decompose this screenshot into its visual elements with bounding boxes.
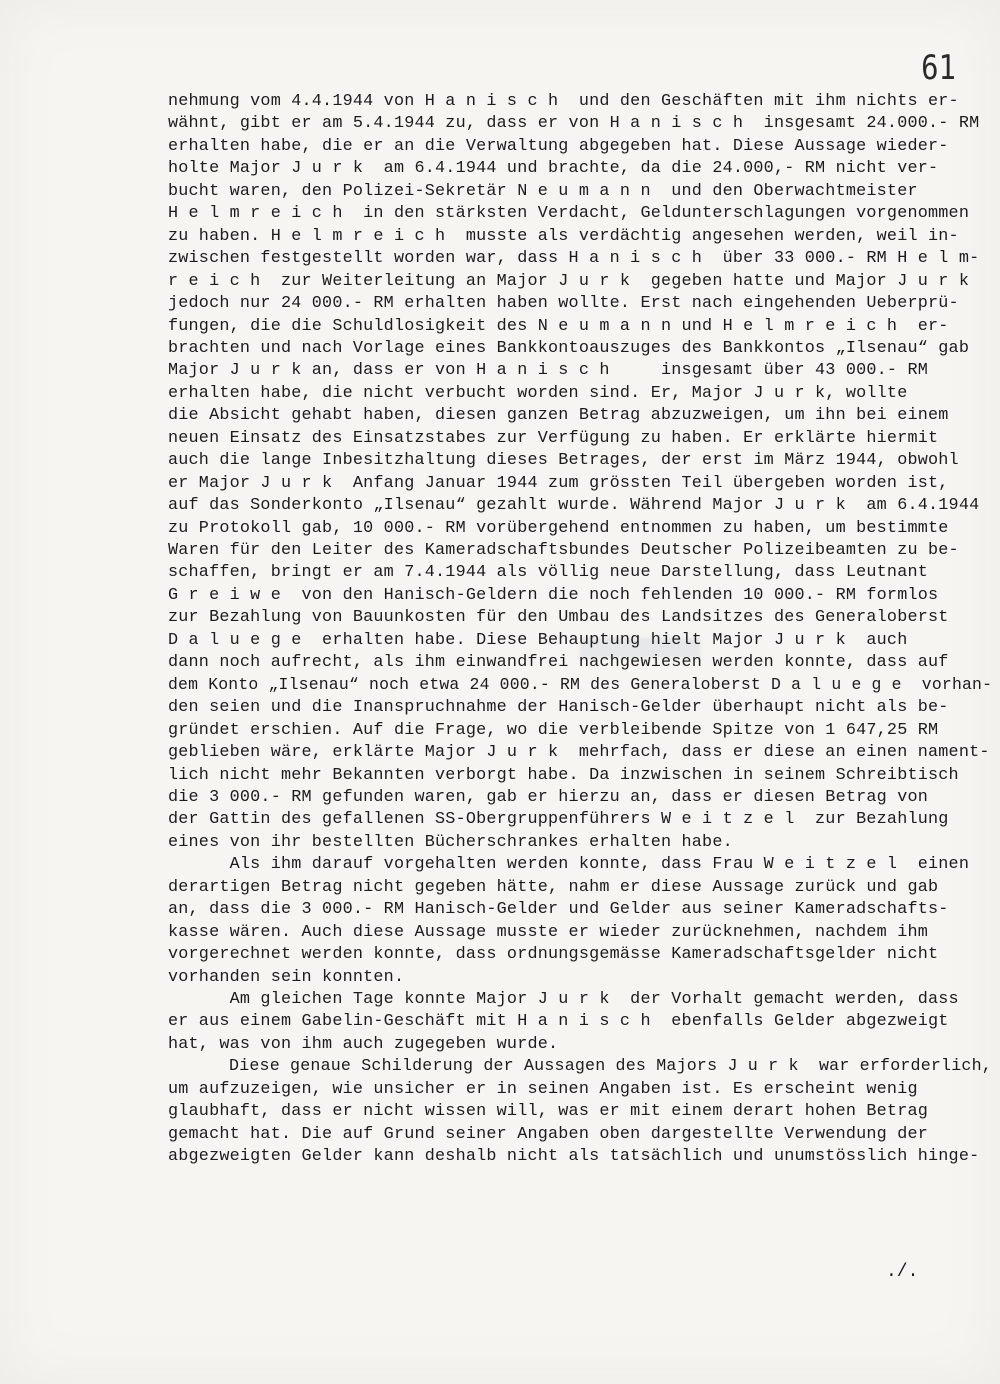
text-line: bucht waren, den Polizei-Sekretär N e u m a n n und den Oberwachtmeister (168, 181, 918, 201)
text-line: glaubhaft, dass er nicht wissen will, was er mit einem derart hohen Betrag (168, 1102, 929, 1122)
text-line: Als ihm darauf vorgehalten werden konnte, dass Frau W e i t z e l einen (168, 855, 970, 875)
text-line: er Major J u r k Anfang Januar 1944 zum grössten Teil übergeben worden ist, (168, 473, 949, 493)
text-line: zwischen festgestellt worden war, dass H a n i s c h über 33 000.- RM H e l m- (168, 249, 980, 269)
text-line: D a l u e g e erhalten habe. Diese Behauptung hielt Major J u r k auch (168, 630, 908, 650)
text-line: Diese genaue Schilderung der Aussagen des Majors J u r k war erforderlich, (168, 1057, 992, 1077)
text-line: kasse wären. Auch diese Aussage musste er wieder zurücknehmen, nachdem ihm (168, 922, 929, 942)
text-line: G r e i w e von den Hanisch-Geldern die noch fehlenden 10 000.- RM formlos (168, 585, 939, 605)
text-line: vorhanden sein konnten. (168, 967, 405, 987)
text-line: hat, was von ihm auch zugegeben wurde. (168, 1034, 559, 1054)
text-line: erhalten habe, die er an die Verwaltung abgegeben hat. Diese Aussage wieder- (168, 136, 949, 156)
text-line: auf das Sonderkonto „Ilsenau“ gezahlt wurde. Während Major J u r k am 6.4.1944 (168, 496, 980, 516)
text-line: an, dass die 3 000.- RM Hanisch-Gelder und Gelder aus seiner Kameradschafts- (168, 900, 949, 920)
text-line: geblieben wäre, erklärte Major J u r k mehrfach, dass er diese an einen nament- (168, 743, 990, 763)
text-line: Am gleichen Tage konnte Major J u r k der Vorhalt gemacht werden, dass (168, 990, 959, 1009)
text-line: zu haben. H e l m r e i c h musste als verdächtig angesehen werden, weil in- (168, 226, 959, 246)
text-line: er aus einem Gabelin-Geschäft mit H a n i s c h ebenfalls Gelder abgezweigt (168, 1012, 949, 1032)
text-line: dem Konto „Ilsenau“ noch etwa 24 000.- RM des Generaloberst D a l u e g e vorhan- (168, 675, 993, 695)
text-line: H e l m r e i c h in den stärksten Verdacht, Geldunterschlagungen vorgenommen (168, 204, 970, 224)
text-line: vorgerechnet werden konnte, dass ordnungsgemässe Kameradschaftsgelder nicht (168, 945, 939, 965)
text-line: schaffen, bringt er am 7.4.1944 als völlig neue Darstellung, dass Leutnant (168, 563, 929, 583)
text-line: die Absicht gehabt haben, diesen ganzen Betrag abzuzweigen, um ihn bei einem (168, 406, 949, 426)
text-line: der Gattin des gefallenen SS-Obergruppenführers W e i t z e l zur Bezahlung (168, 810, 949, 830)
text-line: auch die lange Inbesitzhaltung dieses Betrages, der erst im März 1944, obwohl (168, 451, 959, 471)
text-line: derartigen Betrag nicht gegeben hätte, nahm er diese Aussage zurück und gab (168, 877, 939, 897)
text-line: neuen Einsatz des Einsatzstabes zur Verfügung zu haben. Er erklärte hiermit (168, 428, 939, 448)
text-line: erhalten habe, die nicht verbucht worden sind. Er, Major J u r k, wollte (168, 383, 908, 403)
text-line: gründet erschien. Auf die Frage, wo die verbleibende Spitze von 1 647,25 RM (168, 720, 939, 740)
text-line: den seien und die Inanspruchnahme der Hanisch-Gelder überhaupt nicht als be- (168, 698, 949, 718)
text-line: holte Major J u r k am 6.4.1944 und brachte, da die 24.000,- RM nicht ver- (168, 159, 939, 179)
text-line: abgezweigten Gelder kann deshalb nicht als tatsächlich und unumstösslich hinge- (168, 1147, 980, 1167)
text-line: nehmung vom 4.4.1944 von H a n i s c h und den Geschäften mit ihm nichts er- (168, 92, 959, 111)
text-line: zur Bezahlung von Bauunkosten für den Umbau des Landsitzes des Generaloberst (168, 608, 949, 628)
text-line: dann noch aufrecht, als ihm einwandfrei nachgewiesen werden konnte, dass auf (168, 653, 949, 673)
text-line: gemacht hat. Die auf Grund seiner Angaben oben dargestellte Verwendung der (168, 1124, 929, 1144)
text-line: um aufzuzeigen, wie unsicher er in seinen Angaben ist. Es erscheint wenig (168, 1079, 918, 1099)
text-line: fungen, die die Schuldlosigkeit des N e u m a n n und H e l m r e i c h er- (168, 316, 949, 336)
text-line: eines von ihr bestellten Bücherschrankes erhalten habe. (168, 832, 733, 852)
text-line: wähnt, gibt er am 5.4.1944 zu, dass er von H a n i s c h insgesamt 24.000.- RM (168, 114, 980, 134)
text-line: zu Protokoll gab, 10 000.- RM vorübergehend entnommen zu haben, um bestimmte (168, 518, 949, 538)
text-line: Waren für den Leiter des Kameradschaftsbundes Deutscher Polizeibeamten zu be- (168, 541, 959, 560)
text-line: Major J u r k an, dass er von H a n i s c h insgesamt über 43 000.- RM (168, 361, 929, 381)
text-line: brachten und nach Vorlage eines Bankkontoauszuges des Bankkontos „Ilsenau“ gab (168, 338, 970, 358)
page-number: 61 (921, 48, 956, 88)
continuation-mark: ./. (886, 1262, 919, 1282)
text-line: lich nicht mehr Bekannten verborgt habe. Da inzwischen in seinem Schreibtisch (168, 765, 959, 785)
text-line: die 3 000.- RM gefunden waren, gab er hierzu an, dass er diesen Betrag von (168, 787, 929, 807)
text-line: r e i c h zur Weiterleitung an Major J u r k gegeben hatte und Major J u r k (168, 271, 970, 291)
text-line: jedoch nur 24 000.- RM erhalten haben wollte. Erst nach eingehenden Ueberprü- (168, 294, 959, 314)
